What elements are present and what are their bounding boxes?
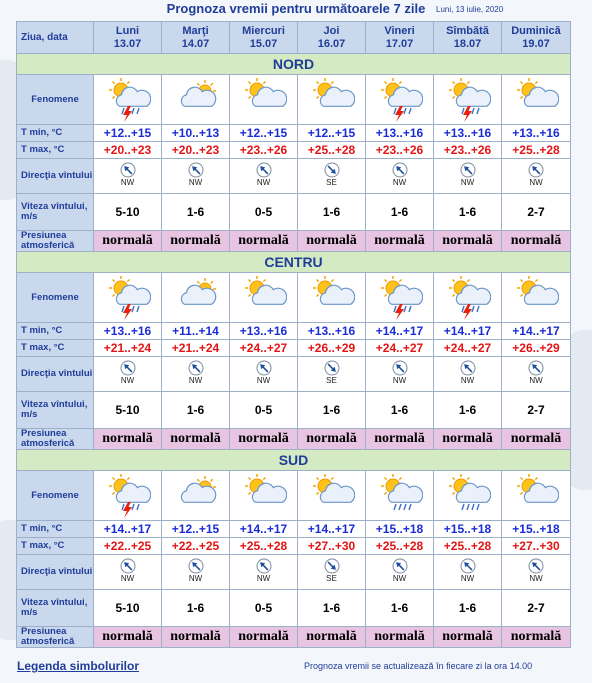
wind-arrow-icon <box>392 558 408 574</box>
weather-cell <box>230 471 298 521</box>
day-header <box>434 22 502 54</box>
wind-speed-value: 1-6 <box>298 194 366 231</box>
fenomene-row <box>17 273 571 323</box>
weather-cell <box>162 75 230 125</box>
tmax-value: +26..+29 <box>298 340 366 357</box>
forecast-table <box>16 21 571 648</box>
tmax-value: +24..+27 <box>230 340 298 357</box>
wind-speed-value: 1-6 <box>434 194 502 231</box>
sun-cloud-icon <box>230 78 297 122</box>
day-name: Joi <box>323 24 340 37</box>
day-name: Marţi <box>182 24 209 37</box>
wind-direction-label: NW <box>120 178 135 187</box>
weather-cell <box>162 471 230 521</box>
tmax-value: +23..+26 <box>434 142 502 159</box>
wind-direction-row <box>17 159 571 194</box>
sun-cloud-rain-lightning-icon <box>94 474 161 518</box>
tmax-value: +21..+24 <box>94 340 162 357</box>
pressure-value: normală <box>298 627 366 648</box>
wind-direction-label: NW <box>188 574 203 583</box>
pressure-value: normală <box>230 231 298 252</box>
pressure-value: normală <box>94 627 162 648</box>
wind-arrow-icon <box>460 360 476 376</box>
wind-arrow-icon <box>324 162 340 178</box>
tmin-value: +12..+15 <box>162 521 230 538</box>
pressure-value: normală <box>502 231 571 252</box>
pressure-row <box>17 627 571 648</box>
wind-arrow-icon <box>256 162 272 178</box>
wind-speed-value: 5-10 <box>94 194 162 231</box>
day-header <box>94 22 162 54</box>
row-label-tmax: T max, °C <box>17 340 94 357</box>
pressure-value: normală <box>434 627 502 648</box>
weather-cell <box>298 75 366 125</box>
tmax-value: +20..+23 <box>94 142 162 159</box>
day-date: 17.07 <box>385 37 414 50</box>
tmax-value: +24..+27 <box>366 340 434 357</box>
sun-cloud-icon <box>298 474 365 518</box>
tmin-value: +13..+16 <box>366 125 434 142</box>
wind-arrow-icon <box>528 558 544 574</box>
wind-direction-label: NW <box>529 574 543 583</box>
row-label-tmin: T min, °C <box>17 125 94 142</box>
wind-speed-row <box>17 392 571 429</box>
tmax-value: +23..+26 <box>230 142 298 159</box>
sun-cloud-icon <box>230 474 297 518</box>
tmax-value: +26..+29 <box>502 340 571 357</box>
tmin-row <box>17 521 571 538</box>
day-date: 13.07 <box>113 37 142 50</box>
day-header <box>230 22 298 54</box>
row-label-directia: Direcţia vîntului <box>17 159 94 194</box>
cloud-sun-icon <box>162 78 229 122</box>
tmin-value: +14..+17 <box>502 323 571 340</box>
weather-cell <box>298 471 366 521</box>
wind-arrow-icon <box>324 558 340 574</box>
date-header-label: Ziua, data <box>17 22 94 54</box>
wind-direction-label: NW <box>188 178 203 187</box>
pressure-value: normală <box>94 429 162 450</box>
wind-direction-cell <box>366 357 434 392</box>
pressure-value: normală <box>434 231 502 252</box>
pressure-row <box>17 231 571 252</box>
wind-direction-label: NW <box>256 178 271 187</box>
pressure-value: normală <box>366 429 434 450</box>
tmax-value: +25..+28 <box>298 142 366 159</box>
fenomene-row <box>17 471 571 521</box>
day-header <box>502 22 571 54</box>
wind-speed-value: 0-5 <box>230 392 298 429</box>
row-label-presiunea: Presiunea atmosferică <box>17 429 94 450</box>
tmin-value: +14..+17 <box>366 323 434 340</box>
wind-speed-row <box>17 194 571 231</box>
cloud-sun-icon <box>162 474 229 518</box>
wind-arrow-icon <box>188 558 204 574</box>
pressure-value: normală <box>162 627 230 648</box>
tmin-value: +13..+16 <box>230 323 298 340</box>
sun-cloud-icon <box>230 276 297 320</box>
wind-direction-cell <box>162 159 230 194</box>
wind-arrow-icon <box>460 558 476 574</box>
wind-arrow-icon <box>324 360 340 376</box>
wind-direction-label: SE <box>326 376 337 385</box>
wind-direction-label: NW <box>256 574 271 583</box>
tmax-row <box>17 340 571 357</box>
day-name: Miercuri <box>242 24 285 37</box>
wind-speed-value: 1-6 <box>162 392 230 429</box>
region-title: CENTRU <box>17 252 571 273</box>
row-label-presiunea: Presiunea atmosferică <box>17 627 94 648</box>
tmin-value: +14..+17 <box>230 521 298 538</box>
tmin-value: +14..+17 <box>434 323 502 340</box>
row-label-viteza: Viteza vîntului, m/s <box>17 590 94 627</box>
wind-speed-value: 5-10 <box>94 392 162 429</box>
sun-cloud-icon <box>298 78 365 122</box>
wind-direction-cell <box>434 159 502 194</box>
pressure-value: normală <box>366 627 434 648</box>
sun-cloud-rain-icon <box>366 474 433 518</box>
wind-speed-value: 1-6 <box>298 590 366 627</box>
row-label-fenomene: Fenomene <box>17 273 94 323</box>
region-row <box>17 252 571 273</box>
row-label-fenomene: Fenomene <box>17 471 94 521</box>
sun-cloud-icon <box>502 276 570 320</box>
wind-arrow-icon <box>188 360 204 376</box>
pressure-value: normală <box>162 429 230 450</box>
wind-direction-cell <box>230 555 298 590</box>
region-row <box>17 54 571 75</box>
tmin-value: +11..+14 <box>162 323 230 340</box>
pressure-value: normală <box>230 627 298 648</box>
region-row <box>17 450 571 471</box>
page-title: Prognoza vremii pentru următoarele 7 zile <box>166 1 426 16</box>
sun-cloud-rain-icon <box>434 474 501 518</box>
tmin-value: +13..+16 <box>502 125 571 142</box>
wind-arrow-icon <box>256 360 272 376</box>
weather-cell <box>366 75 434 125</box>
sun-cloud-rain-lightning-icon <box>366 78 433 122</box>
day-name: Vineri <box>384 24 415 37</box>
header-row <box>17 22 571 54</box>
tmax-value: +27..+30 <box>502 538 571 555</box>
sun-cloud-rain-lightning-icon <box>94 276 161 320</box>
tmax-value: +22..+25 <box>162 538 230 555</box>
pressure-value: normală <box>502 429 571 450</box>
sun-cloud-rain-lightning-icon <box>434 78 501 122</box>
weather-cell <box>94 273 162 323</box>
weather-cell <box>434 75 502 125</box>
weather-cell <box>502 273 571 323</box>
tmax-value: +22..+25 <box>94 538 162 555</box>
row-label-viteza: Viteza vîntului, m/s <box>17 194 94 231</box>
region-title: SUD <box>17 450 571 471</box>
wind-direction-cell <box>94 555 162 590</box>
weather-cell <box>502 75 571 125</box>
wind-direction-cell <box>366 159 434 194</box>
tmin-value: +15..+18 <box>366 521 434 538</box>
wind-direction-label: NW <box>120 574 135 583</box>
wind-direction-cell <box>434 357 502 392</box>
pressure-value: normală <box>502 627 571 648</box>
weather-cell <box>94 471 162 521</box>
row-label-presiunea: Presiunea atmosferică <box>17 231 94 252</box>
wind-direction-cell <box>298 555 366 590</box>
wind-speed-value: 1-6 <box>434 590 502 627</box>
weather-cell <box>298 273 366 323</box>
day-header <box>298 22 366 54</box>
weather-cell <box>366 273 434 323</box>
tmax-value: +25..+28 <box>230 538 298 555</box>
wind-arrow-icon <box>528 162 544 178</box>
fenomene-row <box>17 75 571 125</box>
wind-direction-label: SE <box>326 574 337 583</box>
wind-direction-cell <box>434 555 502 590</box>
day-header <box>162 22 230 54</box>
day-name: Luni <box>115 24 140 37</box>
wind-direction-cell <box>230 159 298 194</box>
pressure-value: normală <box>162 231 230 252</box>
sun-cloud-rain-lightning-icon <box>94 78 161 122</box>
weather-cell <box>502 471 571 521</box>
wind-arrow-icon <box>256 558 272 574</box>
tmax-value: +23..+26 <box>366 142 434 159</box>
update-note: Prognoza vremii se actualizează în fiecare zi la ora 14.00 <box>304 661 533 671</box>
wind-direction-cell <box>298 159 366 194</box>
tmin-value: +12..+15 <box>230 125 298 142</box>
weather-cell <box>230 75 298 125</box>
tmin-value: +13..+16 <box>94 323 162 340</box>
day-name: Sîmbătă <box>446 24 489 37</box>
tmax-value: +25..+28 <box>366 538 434 555</box>
wind-direction-cell <box>230 357 298 392</box>
tmin-value: +12..+15 <box>94 125 162 142</box>
tmin-value: +14..+17 <box>94 521 162 538</box>
wind-direction-label: NW <box>256 376 271 385</box>
issue-date: Luni, 13 iulie, 2020 <box>436 5 504 14</box>
wind-speed-value: 1-6 <box>298 392 366 429</box>
wind-direction-row <box>17 357 571 392</box>
wind-speed-value: 2-7 <box>502 392 571 429</box>
sun-cloud-icon <box>298 276 365 320</box>
wind-speed-value: 1-6 <box>366 392 434 429</box>
tmin-value: +12..+15 <box>298 125 366 142</box>
tmin-value: +14..+17 <box>298 521 366 538</box>
day-date: 15.07 <box>249 37 278 50</box>
wind-arrow-icon <box>392 360 408 376</box>
wind-direction-label: NW <box>529 376 543 385</box>
tmin-value: +10..+13 <box>162 125 230 142</box>
wind-speed-value: 1-6 <box>434 392 502 429</box>
tmin-row <box>17 323 571 340</box>
wind-direction-cell <box>502 555 571 590</box>
wind-speed-row <box>17 590 571 627</box>
row-label-fenomene: Fenomene <box>17 75 94 125</box>
wind-direction-label: SE <box>326 178 337 187</box>
wind-direction-cell <box>162 357 230 392</box>
wind-direction-cell <box>502 357 571 392</box>
region-title: NORD <box>17 54 571 75</box>
wind-speed-value: 0-5 <box>230 590 298 627</box>
weather-cell <box>162 273 230 323</box>
day-date: 19.07 <box>522 37 550 50</box>
pressure-value: normală <box>366 231 434 252</box>
wind-speed-value: 1-6 <box>162 194 230 231</box>
tmax-value: +24..+27 <box>434 340 502 357</box>
row-label-tmin: T min, °C <box>17 323 94 340</box>
tmax-value: +20..+23 <box>162 142 230 159</box>
wind-arrow-icon <box>392 162 408 178</box>
wind-direction-label: NW <box>460 178 475 187</box>
tmax-value: +25..+28 <box>434 538 502 555</box>
wind-speed-value: 2-7 <box>502 590 571 627</box>
tmax-row <box>17 142 571 159</box>
tmax-value: +25..+28 <box>502 142 571 159</box>
wind-direction-label: NW <box>188 376 203 385</box>
wind-arrow-icon <box>120 162 136 178</box>
pressure-value: normală <box>230 429 298 450</box>
wind-arrow-icon <box>120 558 136 574</box>
pressure-value: normală <box>434 429 502 450</box>
day-name: Duminică <box>511 24 561 37</box>
wind-speed-value: 1-6 <box>366 590 434 627</box>
weather-cell <box>366 471 434 521</box>
wind-direction-label: NW <box>392 574 407 583</box>
day-date: 16.07 <box>317 37 346 50</box>
wind-speed-value: 2-7 <box>502 194 571 231</box>
sun-cloud-rain-lightning-icon <box>366 276 433 320</box>
weather-cell <box>94 75 162 125</box>
sun-cloud-rain-lightning-icon <box>434 276 501 320</box>
legend-link[interactable]: Legenda simbolurilor <box>17 659 140 673</box>
wind-direction-label: NW <box>392 178 407 187</box>
wind-arrow-icon <box>120 360 136 376</box>
wind-direction-cell <box>94 159 162 194</box>
pressure-value: normală <box>94 231 162 252</box>
cloud-sun-icon <box>162 276 229 320</box>
tmin-value: +13..+16 <box>298 323 366 340</box>
pressure-value: normală <box>298 231 366 252</box>
wind-direction-label: NW <box>392 376 407 385</box>
wind-arrow-icon <box>188 162 204 178</box>
wind-arrow-icon <box>528 360 544 376</box>
wind-speed-value: 1-6 <box>366 194 434 231</box>
wind-direction-cell <box>502 159 571 194</box>
tmax-value: +27..+30 <box>298 538 366 555</box>
sun-cloud-icon <box>502 78 570 122</box>
sun-cloud-icon <box>502 474 570 518</box>
weather-cell <box>434 273 502 323</box>
wind-direction-row <box>17 555 571 590</box>
wind-direction-cell <box>366 555 434 590</box>
tmin-value: +15..+18 <box>502 521 571 538</box>
row-label-viteza: Viteza vîntului, m/s <box>17 392 94 429</box>
row-label-tmin: T min, °C <box>17 521 94 538</box>
wind-direction-cell <box>94 357 162 392</box>
wind-direction-cell <box>162 555 230 590</box>
tmin-row <box>17 125 571 142</box>
tmin-value: +13..+16 <box>434 125 502 142</box>
wind-speed-value: 0-5 <box>230 194 298 231</box>
tmax-row <box>17 538 571 555</box>
row-label-tmax: T max, °C <box>17 538 94 555</box>
wind-direction-label: NW <box>529 178 543 187</box>
tmax-value: +21..+24 <box>162 340 230 357</box>
tmin-value: +15..+18 <box>434 521 502 538</box>
day-date: 14.07 <box>181 37 210 50</box>
wind-direction-label: NW <box>120 376 135 385</box>
wind-direction-label: NW <box>460 376 475 385</box>
day-header <box>366 22 434 54</box>
wind-arrow-icon <box>460 162 476 178</box>
wind-direction-cell <box>298 357 366 392</box>
day-date: 18.07 <box>453 37 482 50</box>
wind-speed-value: 5-10 <box>94 590 162 627</box>
row-label-directia: Direcţia vîntului <box>17 357 94 392</box>
row-label-tmax: T max, °C <box>17 142 94 159</box>
weather-cell <box>230 273 298 323</box>
wind-speed-value: 1-6 <box>162 590 230 627</box>
pressure-value: normală <box>298 429 366 450</box>
row-label-directia: Direcţia vîntului <box>17 555 94 590</box>
wind-direction-label: NW <box>460 574 475 583</box>
weather-cell <box>434 471 502 521</box>
pressure-row <box>17 429 571 450</box>
